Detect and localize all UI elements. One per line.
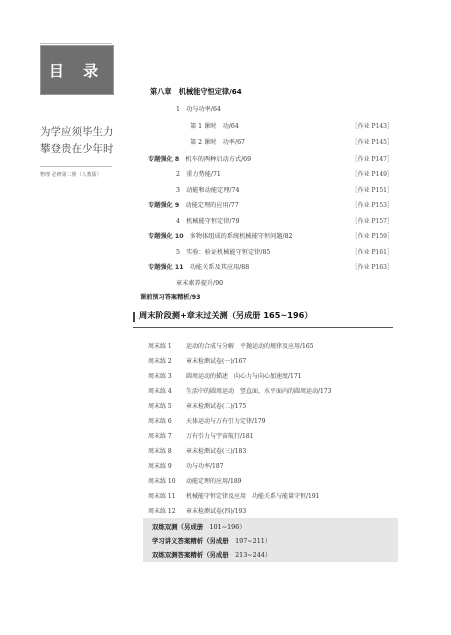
toc-item-1[interactable]: 1 功与功率/64 <box>176 106 221 113</box>
section-marker <box>133 312 135 322</box>
weekly-item[interactable]: 周末练 7 万有引力与宇宙航行/181 <box>148 433 254 440</box>
slogan: 为学应须毕生力 攀登贵在少年时 <box>40 126 114 155</box>
weekly-item[interactable]: 周末练 1 运动的合成与分解 平抛运动的规律及应用/165 <box>148 343 314 350</box>
weekly-item[interactable]: 周末练 8 章末检测试卷(三)/183 <box>148 448 247 455</box>
extras-item[interactable]: 学习讲义答案精析（另成册 197~211） <box>152 537 272 545</box>
extras-item[interactable]: 双练双测答案精析（另成册 213~244） <box>152 551 272 559</box>
sidebar-divider <box>40 166 112 167</box>
toc-item-4[interactable]: 专题强化 8 机车的两种启动方式/69 <box>148 156 252 163</box>
toc-item-12[interactable]: 章末素养提升/90 <box>176 280 224 287</box>
toc-item-2[interactable]: 第 1 课时 功/64 <box>190 123 239 130</box>
toc-item-6[interactable]: 3 动能和动能定理/74 <box>176 187 240 194</box>
preview-answers[interactable]: 课前预习答案精析/93 <box>140 294 201 301</box>
page-ref-2: ［作业 P143］ <box>351 123 393 130</box>
toc-item-7[interactable]: 专题强化 9 动能定理的应用/77 <box>148 202 239 209</box>
toc-item-10[interactable]: 5 实验：验证机械能守恒定律/85 <box>176 249 271 256</box>
page-ref-3: ［作业 P145］ <box>351 139 393 146</box>
weekly-item[interactable]: 周末练 11 机械能守恒定律及应用 功能关系与能量守恒/191 <box>148 493 320 500</box>
weekly-item[interactable]: 周末练 3 圆周运动的描述 向心力与向心加速度/171 <box>148 373 302 380</box>
page-ref-8: ［作业 P157］ <box>351 218 393 225</box>
chapter-title: 第八章 机械能守恒定律/64 <box>150 87 242 96</box>
weekly-item[interactable]: 周末练 12 章末检测试卷(四)/193 <box>148 508 247 515</box>
page-ref-11: ［作业 P163］ <box>351 264 393 271</box>
page-ref-6: ［作业 P151］ <box>351 187 393 194</box>
toc-item-8[interactable]: 4 机械能守恒定律/79 <box>176 218 240 225</box>
edition-label: 物理 必修第二册（人教版） <box>40 172 102 178</box>
toc-heading: 目 录 <box>48 61 106 80</box>
page-ref-10: ［作业 P161］ <box>351 249 393 256</box>
weekly-item[interactable]: 周末练 5 章末检测试卷(二)/175 <box>148 403 247 410</box>
toc-heading-box <box>40 45 114 95</box>
weekly-section-title: 周末阶段测+章末过关测（另成册 165~196） <box>139 310 313 320</box>
weekly-item[interactable]: 周末练 4 生活中的圆周运动 竖直面、水平面内的圆周运动/173 <box>148 388 332 395</box>
sidebar-top-line <box>40 43 112 44</box>
toc-item-3[interactable]: 第 2 课时 功率/67 <box>190 139 245 146</box>
page-ref-4: ［作业 P147］ <box>351 156 393 163</box>
weekly-item[interactable]: 周末练 6 天体运动与万有引力定律/179 <box>148 418 266 425</box>
page-ref-7: ［作业 P153］ <box>351 202 393 209</box>
weekly-item[interactable]: 周末练 10 动能定理的应用/189 <box>148 478 242 485</box>
page-ref-9: ［作业 P159］ <box>351 233 393 240</box>
toc-item-5[interactable]: 2 重力势能/71 <box>176 171 221 178</box>
section-rule <box>133 327 393 328</box>
weekly-item[interactable]: 周末练 9 功与功率/187 <box>148 463 224 470</box>
extras-item[interactable]: 双练双测（另成册 101~196） <box>152 523 246 531</box>
toc-item-11[interactable]: 专题强化 11 功能关系及其应用/88 <box>148 264 250 271</box>
weekly-item[interactable]: 周末练 2 章末检测试卷(一)/167 <box>148 358 247 365</box>
page-ref-5: ［作业 P149］ <box>351 171 393 178</box>
toc-item-9[interactable]: 专题强化 10 多物体组成的系统机械能守恒问题/82 <box>148 233 293 240</box>
